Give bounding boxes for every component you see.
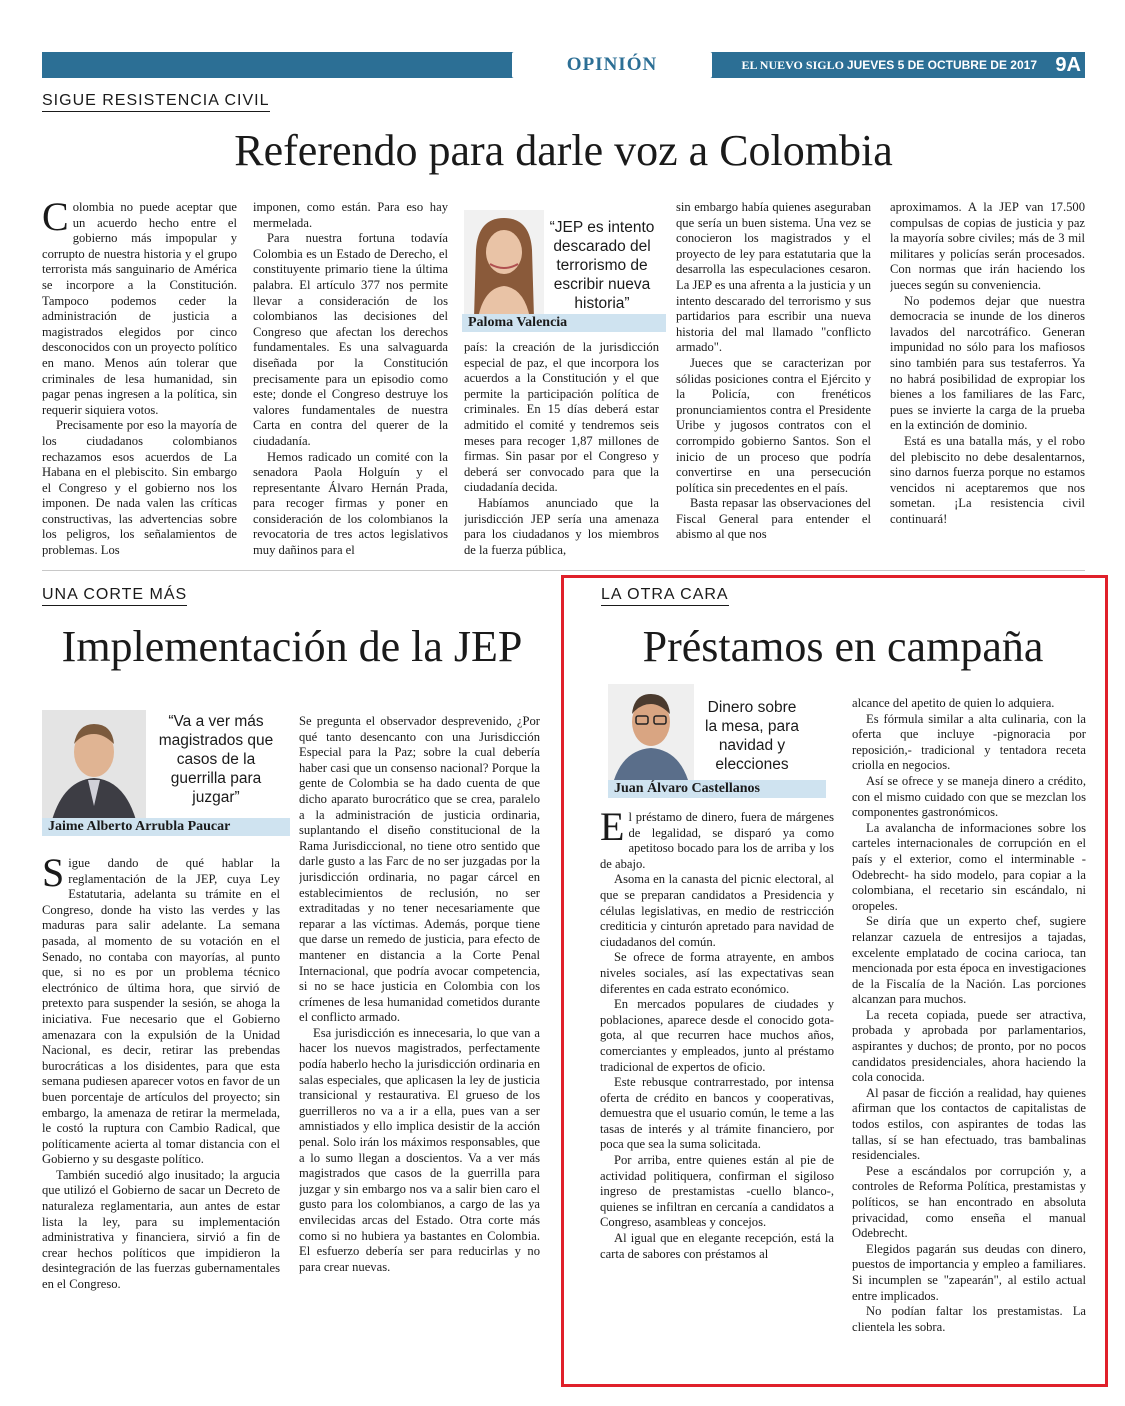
pull-quote: “JEP es intento descarado del terrorismo de escribir nueva historia” [549,219,655,312]
paragraph: Hemos radicado un comité con la senadora Paola Holguín y el representante Álvaro Hernán Prada, para recoger firmas y poner en consideración de los colombianos la revocatoria de tres actos legislativos muy dañinos para el [253,449,448,558]
pull-quote: Dinero sobre la mesa, para navidad y elecciones [705,699,799,773]
paragraph: aproximamos. A la JEP van 17.500 compulsas de copias de justicia y paz la mayoría sobre civiles; más de 3 mil militares y policías serán procesados. Con normas que irán haciendo los jueces según su conveniencia. [890,200,1085,292]
paragraph: Se diría que un experto chef, sugiere relanzar cazuela de entresijos a tajadas, excelente emplatado de cocina carioca, tan mencionada por esta época en investigaciones de la Fiscalía de la Nación. Las porciones alcanzan para muchos. [852,914,1086,1007]
masthead-date [741,52,1037,78]
article1-column-5 [890,200,1085,562]
section-title: OPINIÓN [512,52,712,78]
paper-name: EL NUEVO SIGLO [741,58,844,72]
paragraph: imponen, como están. Para eso hay mermelada. [253,200,448,230]
paragraph: Es fórmula similar a alta culinaria, con la oferta que incluye -pignoracia por reposición,- tradicional y tentadora receta criolla en negocios. [852,711,1086,773]
paragraph: No podemos dejar que nuestra democracia se inunde de los dineros lavados del narcotráfico. Generan impunidad no sólo para los mafiosos sino también para sus testaferros. Ya no habrá posibilidad de expropiar los bienes a los familiares de las Farc, pues se invierte la carga de la prueba en la extinción de dominio. [890,293,1085,433]
article2-kicker: UNA CORTE MÁS [42,586,187,606]
article3-column-1 [600,810,834,1378]
paragraph: No podían faltar los prestamistas. La clientela les sobra. [852,1304,1086,1334]
paragraph: olombia no puede aceptar que un acuerdo hecho entre el gobierno más impopular y corrupto de nuestra historia y el grupo terrorista más sanguinario de América se incorpore a la Constitución. Tampoco podemos ceder la administración de justicia a magistrados elegidos por cinco desconocidos con un proyecto político en mano. Menos aún tolerar que criminales de lesa humanidad, sin pagar penas ingresen a la política, sin requerir siquiera votos. [42,200,237,417]
paragraph: Esa jurisdicción es innecesaria, lo que van a hacer los nuevos magistrados, perfectamente podía haberlo hecho la jurisdicción ordinaria en salas especiales, que aplicasen la ley de justicia transicional y restaurativa. El grueso de los guerrilleros no va a ir a ella, pues van a ser amnistiados y ello implica desistir de la acción penal. Solo irán los máximos responsables, que a lo sumo llegan a doscientos. Va a ver más magistrados que casos de la guerrilla para juzgar y sin embargo nos va a salir bien caro el gusto para los colombianos, a cargo de las ya envilecidas arcas del Estado. Otra corte más como si no hubiera ya bastantes en Colombia. El esfuerzo debería ser para reducirlas y no para crear nuevas. [299,1025,540,1274]
paragraph: La avalancha de informaciones sobre los carteles internacionales de corrupción en el país y el exterior, como el interminable -Odebrecht- ha sido modelo, para copiar a la colombiana, el recetario sin escándalo, ni oropeles. [852,820,1086,913]
author-photo [42,710,146,820]
paragraph: Así se ofrece y se maneja dinero a crédito, con el mismo cuidado con que se mezclan los componentes gastronómicos. [852,773,1086,820]
article2-column-1 [42,856,280,1378]
paragraph: Por arriba, entre quienes están al pie de actividad politiquera, confirman el sigiloso ingreso de prestamistas -cuello blanco-, quienes se infiltran en cercanía a candidatos a Congreso, asambleas y concejos. [600,1153,834,1230]
issue-date: JUEVES 5 DE OCTUBRE DE 2017 [846,58,1037,72]
paragraph: sin embargo había quienes aseguraban que sería un buen sistema. Una vez se conocieron los magistrados y el proyecto de ley para estatutaria que la desarrolla las especulaciones cesaron. La JEP es una afrenta a la justicia y un intento descarado del terrorismo y sus partidarios para escribir una nueva historia del mal llamado "conflicto armado". [676,200,871,355]
article1-title: Referendo para darle voz a Colombia [234,126,893,175]
paragraph: l préstamo de dinero, fuera de márgenes de legalidad, se disparó ya como apetitoso bocado para los de arriba y los de abajo. [600,810,834,871]
paragraph: Para nuestra fortuna todavía Colombia es un Estado de Derecho, el constituyente primario tiene la última palabra. El artículo 377 nos permite llevar a consideración de los colombianos las decisiones del Congreso que afectan los derechos fundamentales. Es una salvaguarda diseñada por la Constitución precisamente para un episodio como este; donde el Congreso destruye los valores fundamentales de nuestra Carta en contra del querer de la ciudadanía. [253,231,448,448]
paragraph: Este rebusque contrarrestado, por intensa oferta de crédito en bancos y cooperativas, demuestra que el usuario común, le teme a las tasas de interés y al trámite financiero, por poca que sea la suma solicitada. [600,1075,834,1152]
article3-title: Préstamos en campaña [642,622,1044,671]
paragraph: En mercados populares de ciudades y poblaciones, aparece desde el conocido gota-gota, al que recurren hace muchos años, comerciantes y empleados, junto al préstamo tradicional de expertos de oficio. [600,997,834,1074]
paragraph: Basta repasar las observaciones del Fiscal General para entender el abismo al que nos [676,496,871,542]
author-name: Jaime Alberto Arrubla Paucar [42,818,290,836]
section-divider [42,570,1085,571]
article3-kicker: LA OTRA CARA [601,586,729,606]
paragraph: país: la creación de la jurisdicción especial de paz, el que incorpora los acuerdos a la Constitución y el que permite la participación política de criminales. En 15 días deberá estar admitido el comité y tendremos seis meses para recoger 1,87 millones de firmas. Sin pasar por el Congreso y deberá ser convocado para que la ciudadanía decida. [464,340,659,495]
paragraph: Pese a escándalos por corrupción y, a controles de Reforma Política, prestamistas y políticos, se han encontrado en absoluta privacidad, como enseña el manual Odebrecht. [852,1163,1086,1241]
dropcap: S [42,856,65,895]
dropcap: C [42,200,69,239]
header-bar [42,52,1085,78]
paragraph: igue dando de qué hablar la reglamentación de la JEP, cuya Ley Estatutaria, adelanta su trámite en el Congreso, donde ha visto las verdes y las maduras para salir adelante. La semana pasada, al momento de su votación en el Senado, no contaba con mayorías, al punto que, si no es por un problema técnico electrónico de última hora, que sirvió de pretexto para suspender la sesión, se ahoga la iniciativa. Fue necesario que el Gobierno amenazara con la expulsión de la Unidad Nacional, es decir, retirar las prebendas burocráticas a los disidentes, para que esta semana pudiesen aparecer votos en favor de un buen porcentaje de artículos del proyecto; sin embargo, la amenaza de retirar la mermelada, le costó la ruptura con Cambio Radical, que políticamente acierta al tomar distancia con el Gobierno y su desgaste político. [42,856,280,1167]
paragraph: Al igual que en elegante recepción, está la carta de sabores con préstamos al [600,1231,834,1261]
paragraph: Se pregunta el observador desprevenido, ¿Por qué tanto desencanto con una Jurisdicción Especial para la Paz; sobre la cual debería haber casi que un consenso nacional? Porque la gente de Colombia se ha dado cuenta de que dicho aparato burocrático que se crea, paralelo a la administración de justicia ordinaria, suplantando el diseño constitucional de la Rama Jurisdiccional, no tiene otro sentido que darle gusto a las Farc de no ser juzgadas por la jurisdicción ordinaria, no pagar cárcel en establecimientos de reclusión, no ser extraditadas y no tener necesariamente que reparar a las víctimas. Además, porque tiene que darse un remedo de justicia, para efecto de mantener en distancia a la Corte Penal Internacional, que podría avocar competencia, si no se hace justicia en Colombia con los crímenes de lesa humanidad cometidos durante el conflicto armado. [299,714,540,1025]
page-number: 9A [1055,54,1081,76]
article1-kicker: SIGUE RESISTENCIA CIVIL [42,92,270,112]
portrait-illustration [464,210,544,318]
article1-column-3 [464,340,659,562]
article1-column-2 [253,200,448,562]
paragraph: Está es una batalla más, y el robo del plebiscito no debe desalentarnos, sino darnos fuerza porque no estamos vencidos ni aceptaremos que nos sometan. ¡La resistencia civil continuará! [890,433,1085,526]
author-name: Juan Álvaro Castellanos [608,780,826,798]
author-photo [608,684,694,780]
article1-column-1 [42,200,237,562]
paragraph: Habíamos anunciado que la jurisdicción JEP sería una amenaza para los ciudadanos y los miembros de la fuerza pública, [464,495,659,557]
dropcap: E [600,810,625,849]
paragraph: Asoma en la canasta del picnic electoral, al que se preparan candidatos a Presidencia y células legislativas, en medio de restricción crediticia y cinturón apretado para navidad de ciudadanos del común. [600,872,834,949]
article3-column-2 [852,696,1086,1378]
article2-column-2 [299,714,540,1378]
article1-column-4 [676,200,871,562]
article2-title: Implementación de la JEP [61,622,523,671]
paragraph: Se ofrece de forma atrayente, en ambos niveles sociales, así las expectativas sean diferentes en cada estrato económico. [600,950,834,996]
paragraph: Elegidos pagarán sus deudas con dinero, puestos de importancia y empleo a familiares. Si incumplen se "zapearán", al estilo actual entre implicados. [852,1241,1086,1303]
pull-quote: “Va a ver más magistrados que casos de la guerrilla para juzgar” [158,713,274,806]
author-photo [464,210,544,318]
author-name: Paloma Valencia [462,314,666,332]
paragraph: La receta copiada, puede ser atractiva, probada y aprobada por parlamentarios, aspirantes y duchos; de pronto, por no pocos candidatos presidenciales, ahora haciendo la cola conocida. [852,1007,1086,1085]
paragraph: Al pasar de ficción a realidad, hay quienes afirman que los contactos de capitalistas de todos estilos, con aspirantes de todas las tallas, sí se han efectuado, tras bambalinas residenciales. [852,1085,1086,1163]
paragraph: Jueces que se caracterizan por sólidas posiciones contra el Ejército y la Policía, con frenéticos pronunciamientos contra el Presidente Uribe y jugosos contratos con el corrompido gobierno Santos. Son el inicio de un proceso que podría convertirse en una persecución política sin precedentes en el país. [676,355,871,495]
paragraph: alcance del apetito de quien lo adquiera. [852,696,1055,710]
paragraph: Precisamente por eso la mayoría de los ciudadanos colombianos rechazamos esos acuerdos de La Habana en el plebiscito. Sin embargo el Congreso y el gobierno nos los imponen. De nada valen las críticas constructivas, las advertencias sobre los peligros, los señalamientos de problemas. Los [42,418,237,558]
portrait-illustration [608,684,694,780]
portrait-illustration [42,710,146,820]
paragraph: También sucedió algo inusitado; la argucia que utilizó el Gobierno de sacar un Decreto de naturaleza reglamentaria, aun antes de estar lista la ley, para su implementación administrativa y financiera, sirvió a fin de crear hechos políticos que impidieron la desintegración de las fuerzas gubernamentales en el Congreso. [42,1167,280,1292]
